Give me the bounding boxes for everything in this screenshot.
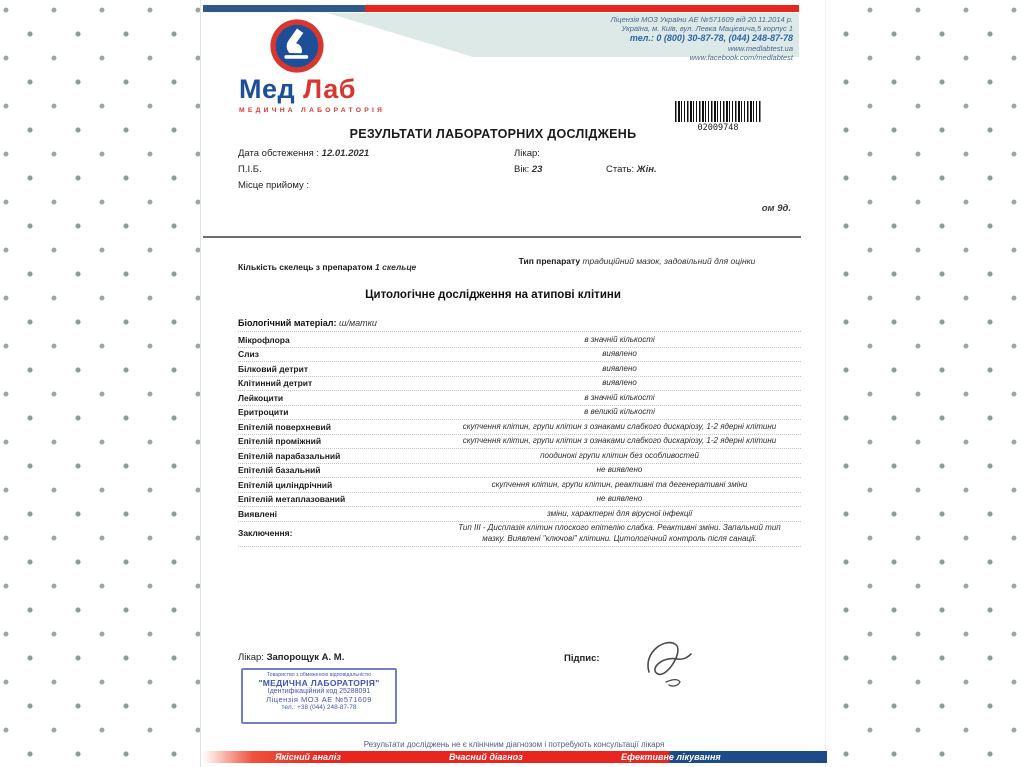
row-value: скупчення клітин, групи клітин, реактивні та дегенеративні зміни: [491, 479, 748, 489]
row-label: Епітелій проміжний: [238, 436, 322, 446]
row-label: Виявлені: [238, 508, 277, 519]
stamp-line-5: тел.: +38 (044) 248-87-78: [281, 704, 357, 711]
footer-slogan-bar: [203, 751, 827, 763]
stamp-line-4: Ліцензія МОЗ АЕ №571609: [266, 695, 372, 704]
row-value: не виявлено: [596, 465, 643, 474]
row-label: Мікрофлора: [238, 334, 290, 345]
stamp-line-2: "МЕДИЧНА ЛАБОРАТОРІЯ": [258, 678, 380, 688]
top-bar-red-segment: [365, 5, 799, 12]
row-label: Заключення:: [238, 528, 293, 539]
exam-date-value: 12.01.2021: [321, 148, 370, 159]
row-value: в значній кількості: [584, 334, 655, 344]
row-label: Клітинний детрит: [238, 378, 313, 388]
row-value: в великій кількості: [584, 407, 655, 416]
table-row: [238, 493, 801, 508]
table-row: [238, 406, 801, 421]
report-title: РЕЗУЛЬТАТИ ЛАБОРАТОРНИХ ДОСЛІДЖЕНЬ: [349, 127, 637, 141]
top-bar-blue-segment: [203, 5, 365, 12]
row-value: в значній кількості: [584, 392, 655, 402]
table-row-conclusion: [238, 522, 801, 547]
exam-date-label: Дата обстеження :: [238, 148, 320, 159]
table-row: [238, 391, 801, 406]
signature-scribble: [633, 632, 713, 699]
top-accent-bar: [203, 5, 799, 12]
row-value: виявлено: [602, 378, 637, 387]
row-label: Еритроцити: [238, 407, 289, 417]
doctor-field-label: Лікар:: [514, 148, 540, 159]
table-row: [238, 348, 801, 363]
barcode-bars: [675, 101, 761, 122]
stamp-line-1: Товариство з обмеженою відповідальністю: [266, 672, 372, 678]
license-line: Ліцензія МОЗ України АЕ №571609 від 20.11.2014 р.: [610, 15, 793, 24]
slides-field: [238, 262, 416, 272]
slogan-diagnosis: Вчасний діагноз: [449, 752, 523, 762]
table-row: [238, 478, 801, 493]
phone-line: тел.: 0 (800) 30-87-78, (044) 248-87-78: [629, 33, 793, 43]
row-label: Епітелій базальний: [238, 465, 321, 475]
sex-label: Стать:: [606, 164, 635, 175]
company-stamp: [241, 668, 397, 724]
row-value: зміни, характерні для вірусної інфекції: [546, 508, 692, 518]
microscope-icon: [269, 18, 325, 74]
facebook-link: www.facebook.com/medlabtest: [689, 53, 793, 62]
doctor-name: Запорощук А. М.: [266, 652, 345, 663]
sex-field: [606, 164, 657, 175]
logo-name-red: Лаб: [303, 74, 356, 104]
footer-disclaimer: Результати досліджень не є клінічним діагнозом і потребують консультації лікаря: [363, 740, 665, 749]
table-row: [238, 333, 801, 348]
table-row: [238, 420, 801, 435]
slides-value: 1 скельце: [375, 262, 417, 272]
table-row: [238, 464, 801, 479]
row-value: виявлено: [602, 349, 637, 358]
study-section-title: Цитологічне дослідження на атипові клітини: [365, 289, 621, 301]
table-row: [238, 362, 801, 377]
row-label: Білковий детрит: [238, 363, 308, 374]
address-fragment: ом 9д.: [761, 203, 791, 214]
place-label: Місце прийому :: [238, 180, 310, 191]
doctor-label: Лікар:: [238, 652, 264, 663]
row-value: скупчення клітин, групи клітин з ознаками слабкого дискаріозу, 1-2 ядерні клітини: [462, 421, 777, 431]
sex-value: Жін.: [636, 164, 657, 175]
row-label: Епітелій циліндрічний: [238, 479, 333, 490]
row-label: Лейкоцити: [238, 392, 284, 403]
section-divider: [203, 236, 801, 238]
row-label: Епітелій поверхневий: [238, 421, 331, 432]
table-row: [238, 449, 801, 464]
table-row: [238, 377, 801, 392]
slogan-treatment: Ефективне лікування: [621, 752, 721, 762]
slides-label: Кількість скелець з препаратом: [238, 262, 373, 272]
exam-date-field: [238, 148, 369, 159]
row-label: Епітелій метаплазований: [238, 494, 346, 504]
material-field: [238, 318, 801, 332]
age-label: Вік:: [514, 164, 530, 175]
prep-type-label: Тип препарату: [518, 256, 581, 266]
material-label: Біологічний матеріал:: [238, 318, 337, 328]
row-value: не виявлено: [596, 494, 643, 503]
website-link: www.medlabtest.ua: [727, 44, 793, 53]
barcode-number: 02009748: [697, 123, 739, 133]
table-row: [238, 507, 801, 522]
results-table: [238, 333, 801, 547]
lab-report-page: [200, 0, 826, 767]
signature-label: Підпис:: [564, 653, 600, 664]
table-row: [238, 435, 801, 450]
doctor-line: [238, 652, 344, 663]
row-value: Тип III - Дисплазія клітин плоского епітелію слабка. Реактивні зміни. Запальний тип мазку. Виявлені "ключові" клітини. Цитологічний контроль після санації.: [458, 523, 781, 543]
logo-tagline: МЕДИЧНА ЛАБОРАТОРІЯ: [239, 107, 386, 114]
material-value: ш/матки: [339, 318, 377, 328]
prep-type-value: традиційний мазок, задовільний для оцінки: [582, 256, 756, 266]
logo-name-blue: Мед: [239, 74, 296, 104]
row-value: виявлено: [602, 363, 637, 373]
contact-block: [463, 15, 793, 62]
pib-label: П.І.Б.: [238, 164, 262, 175]
age-value: 23: [531, 164, 543, 175]
age-field: [514, 164, 542, 175]
row-label: Слиз: [238, 349, 259, 359]
row-value: поодинокі групи клітин без особливостей: [540, 450, 699, 460]
logo-name: [239, 74, 409, 105]
medlab-logo: [239, 18, 409, 114]
row-value: скупчення клітин, групи клітин з ознаками слабкого дискаріозу, 1-2 ядерні клітини: [462, 436, 777, 445]
row-label: Епітелій парабазальний: [238, 450, 341, 461]
stamp-line-3: Ідентифікаційний код 25288091: [267, 688, 371, 695]
address-line: Україна, м. Київ, вул. Левка Мацієвича,5 корпус 1: [621, 24, 793, 33]
prep-type-field: [501, 256, 773, 266]
slogan-quality: Якісний аналіз: [275, 752, 341, 762]
